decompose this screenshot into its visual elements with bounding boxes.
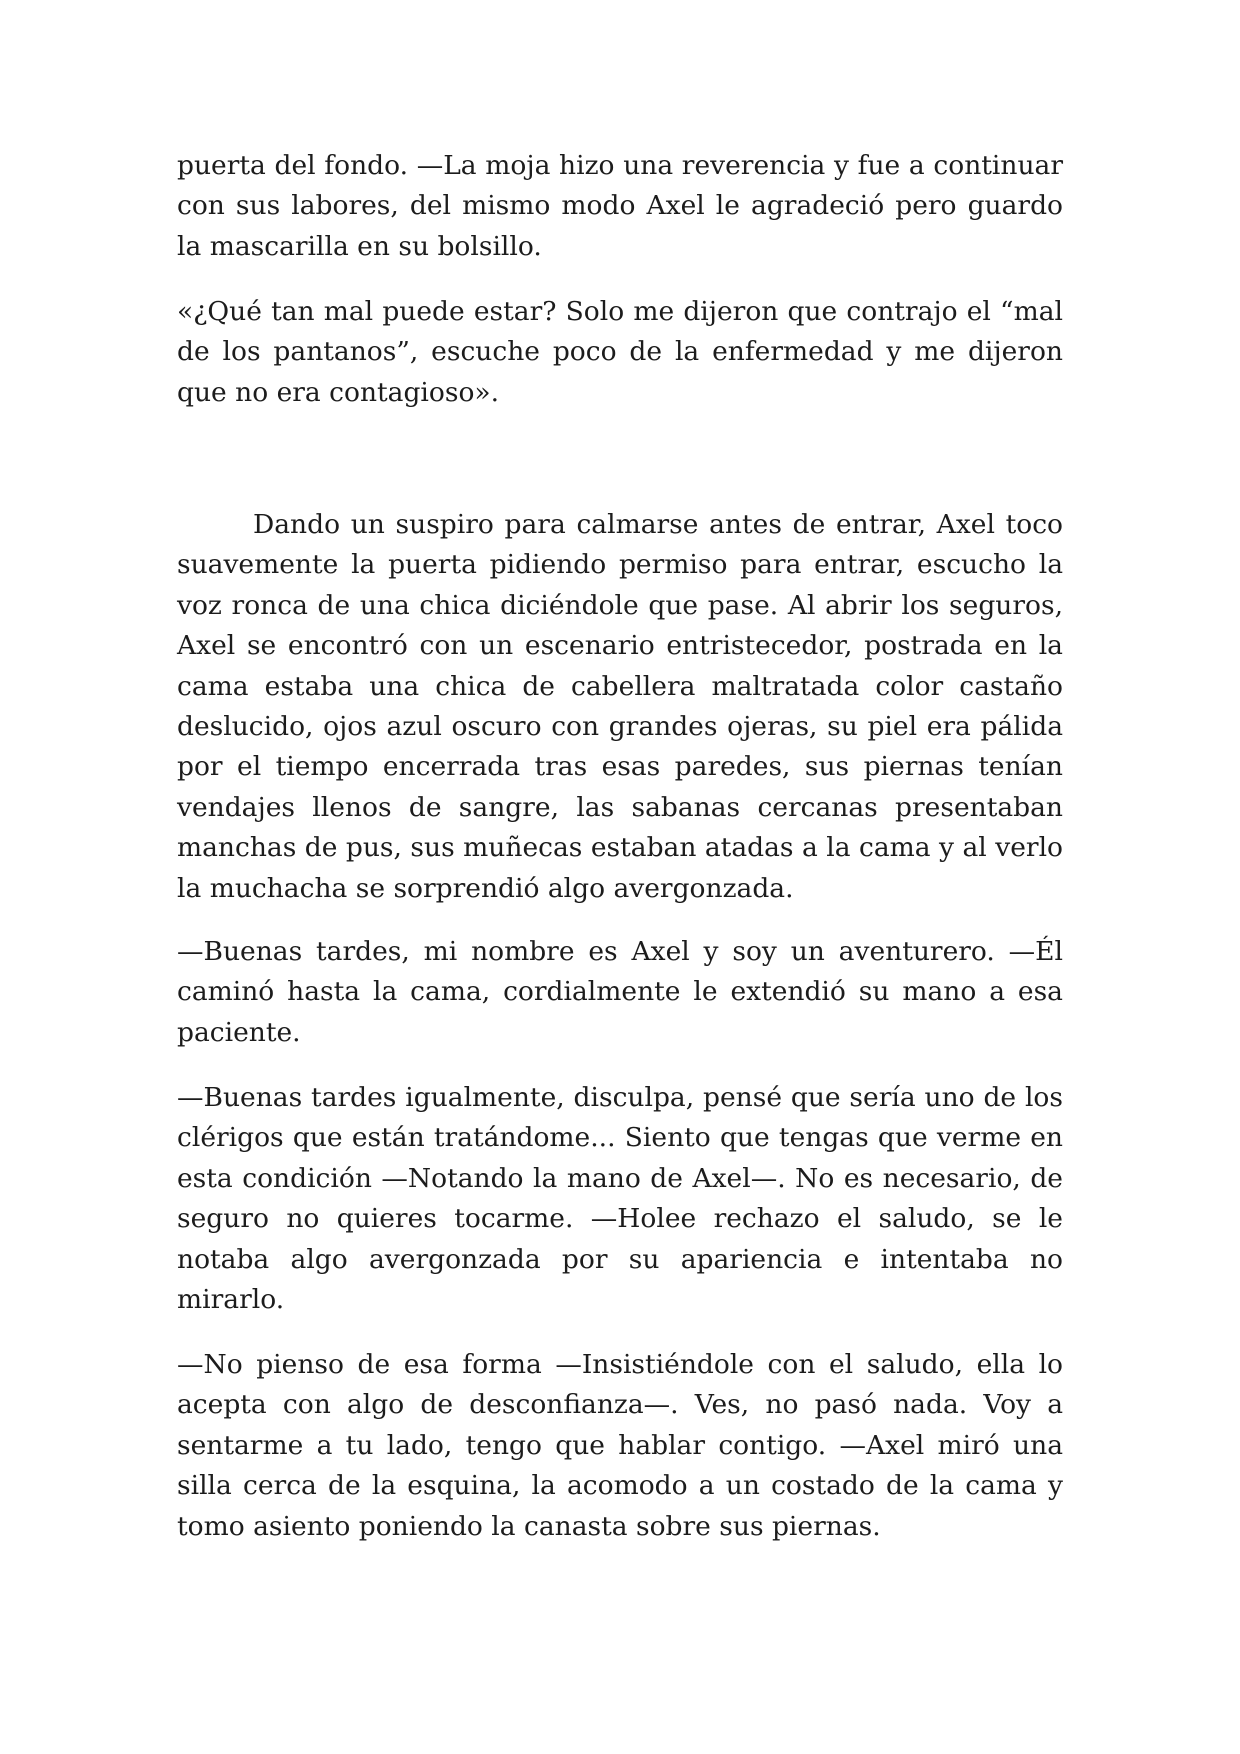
paragraph-4 [177, 932, 1063, 1053]
paragraph-text: Dando un suspiro para calmarse antes de entrar, Axel toco suavemente la puerta pidiendo permiso para entrar, escucho la voz ronca de una chica diciéndole que pase. Al abrir los seguros, Axel se encontró con un escenario entristecedor, postrada en la cama estaba una chica de cabellera maltratada color castaño deslucido, ojos azul oscuro con grandes ojeras, su piel era pálida por el tiempo encerrada tras esas paredes, sus piernas tenían vendajes llenos de sangre, las sabanas cercanas presentaban manchas de pus, sus muñecas estaban atadas a la cama y al verlo la muchacha se sorprendió algo avergonzada. [177, 509, 1063, 904]
paragraph-5 [177, 1078, 1063, 1320]
paragraph-text: puerta del fondo. —La moja hizo una reverencia y fue a continuar con sus labores, del mismo modo Axel le agradeció pero guardo la mascarilla en su bolsillo. [177, 150, 1063, 262]
paragraph-6 [177, 1345, 1063, 1547]
paragraph-text: —Buenas tardes igualmente, disculpa, pensé que sería uno de los clérigos que están tratándome... Siento que tengas que verme en esta condición —Notando la mano de Axel—. No es necesario, de seguro no quieres tocarme. —Holee rechazo el saludo, se le notaba algo avergonzada por su apariencia e intentaba no mirarlo. [177, 1082, 1063, 1316]
paragraph-text: «¿Qué tan mal puede estar? Solo me dijeron que contrajo el “mal de los pantanos”, escuche poco de la enfermedad y me dijeron que no era contagioso». [177, 296, 1063, 408]
paragraph-text: —No pienso de esa forma —Insistiéndole con el saludo, ella lo acepta con algo de desconfianza—. Ves, no pasó nada. Voy a sentarme a tu lado, tengo que hablar contigo. —Axel miró una silla cerca de la esquina, la acomodo a un costado de la cama y tomo asiento poniendo la canasta sobre sus piernas. [177, 1349, 1063, 1542]
paragraph-1 [177, 146, 1063, 267]
paragraph-text: —Buenas tardes, mi nombre es Axel y soy un aventurero. —Él caminó hasta la cama, cordialmente le extendió su mano a esa paciente. [177, 936, 1063, 1048]
paragraph-2 [177, 292, 1063, 413]
paragraph-3 [177, 505, 1063, 909]
